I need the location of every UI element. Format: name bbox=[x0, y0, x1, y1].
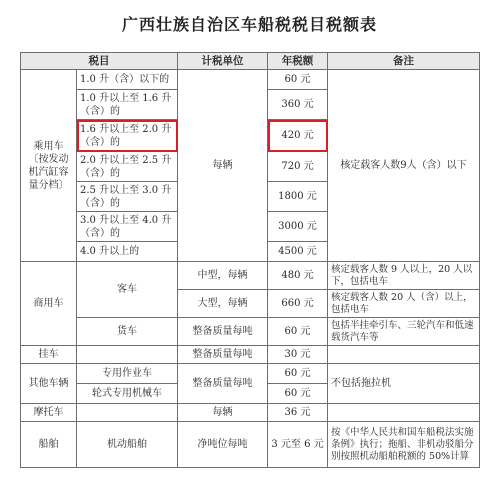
motorcycle-amount: 36 元 bbox=[268, 404, 328, 422]
vessel-amount: 3 元至 6 元 bbox=[268, 422, 328, 468]
passenger-amount: 720 元 bbox=[268, 152, 328, 182]
passenger-item: 1.0 升（含）以下的 bbox=[77, 70, 178, 90]
category-passenger: 乘用车〔按发动机汽缸容量分档〕 bbox=[21, 70, 77, 262]
commercial-unit: 中型，每辆 bbox=[178, 262, 268, 290]
passenger-item: 3.0 升以上至 4.0 升（含）的 bbox=[77, 212, 178, 242]
motorcycle-unit: 每辆 bbox=[178, 404, 268, 422]
passenger-amount: 1800 元 bbox=[268, 182, 328, 212]
other-unit: 整备质量每吨 bbox=[178, 364, 268, 404]
passenger-item: 2.0 升以上至 2.5 升（含）的 bbox=[77, 152, 178, 182]
table-row bbox=[21, 422, 480, 468]
commercial-amount: 480 元 bbox=[268, 262, 328, 290]
passenger-item-highlighted: 1.6 升以上至 2.0 升（含）的 bbox=[77, 120, 178, 152]
trailer-amount: 30 元 bbox=[268, 346, 328, 364]
table-row bbox=[21, 364, 480, 384]
table-row bbox=[21, 404, 480, 422]
table-row bbox=[21, 262, 480, 290]
header-unit: 计税单位 bbox=[178, 53, 268, 70]
header-note: 备注 bbox=[328, 53, 480, 70]
empty-cell bbox=[77, 346, 178, 364]
passenger-item: 4.0 升以上的 bbox=[77, 242, 178, 262]
passenger-unit: 每辆 bbox=[178, 70, 268, 262]
header-amount: 年税额 bbox=[268, 53, 328, 70]
commercial-note: 包括半挂牵引车、三轮汽车和低速载货汽车等 bbox=[328, 318, 480, 346]
commercial-bus-label: 客车 bbox=[77, 262, 178, 318]
empty-cell bbox=[77, 404, 178, 422]
other-item: 轮式专用机械车 bbox=[77, 384, 178, 404]
passenger-amount: 3000 元 bbox=[268, 212, 328, 242]
other-amount: 60 元 bbox=[268, 384, 328, 404]
category-trailer: 挂车 bbox=[21, 346, 77, 364]
category-motorcycle: 摩托车 bbox=[21, 404, 77, 422]
passenger-amount: 360 元 bbox=[268, 90, 328, 120]
category-other: 其他车辆 bbox=[21, 364, 77, 404]
table-header-row bbox=[21, 53, 480, 70]
other-note: 不包括拖拉机 bbox=[328, 364, 480, 404]
other-item: 专用作业车 bbox=[77, 364, 178, 384]
header-item: 税目 bbox=[21, 53, 178, 70]
other-amount: 60 元 bbox=[268, 364, 328, 384]
commercial-note: 核定载客人数 20 人（含）以上，包括电车 bbox=[328, 290, 480, 318]
passenger-amount: 4500 元 bbox=[268, 242, 328, 262]
passenger-item: 2.5 升以上至 3.0 升（含）的 bbox=[77, 182, 178, 212]
table-row bbox=[21, 346, 480, 364]
motorcycle-note bbox=[328, 404, 480, 422]
vessel-item: 机动船舶 bbox=[77, 422, 178, 468]
commercial-amount: 660 元 bbox=[268, 290, 328, 318]
commercial-amount: 60 元 bbox=[268, 318, 328, 346]
category-vessel: 船舶 bbox=[21, 422, 77, 468]
table-row bbox=[21, 70, 480, 90]
tax-rate-table bbox=[20, 52, 480, 468]
category-commercial: 商用车 bbox=[21, 262, 77, 346]
commercial-unit: 大型，每辆 bbox=[178, 290, 268, 318]
trailer-note bbox=[328, 346, 480, 364]
table-row bbox=[21, 318, 480, 346]
commercial-note: 核定载客人数 9 人以上，20 人以下，包括电车 bbox=[328, 262, 480, 290]
commercial-truck-label: 货车 bbox=[77, 318, 178, 346]
passenger-item: 1.0 升以上至 1.6 升（含）的 bbox=[77, 90, 178, 120]
vessel-note: 按《中华人民共和国车船税法实施条例》执行；拖船、非机动驳船分别按照机动船舶税额的 50%计算 bbox=[328, 422, 480, 468]
commercial-unit: 整备质量每吨 bbox=[178, 318, 268, 346]
trailer-unit: 整备质量每吨 bbox=[178, 346, 268, 364]
passenger-amount-highlighted: 420 元 bbox=[268, 120, 328, 152]
page-title: 广西壮族自治区车船税税目税额表 bbox=[121, 15, 377, 34]
vessel-unit: 净吨位每吨 bbox=[178, 422, 268, 468]
passenger-amount: 60 元 bbox=[268, 70, 328, 90]
passenger-note: 核定载客人数9人（含）以下 bbox=[328, 70, 480, 262]
